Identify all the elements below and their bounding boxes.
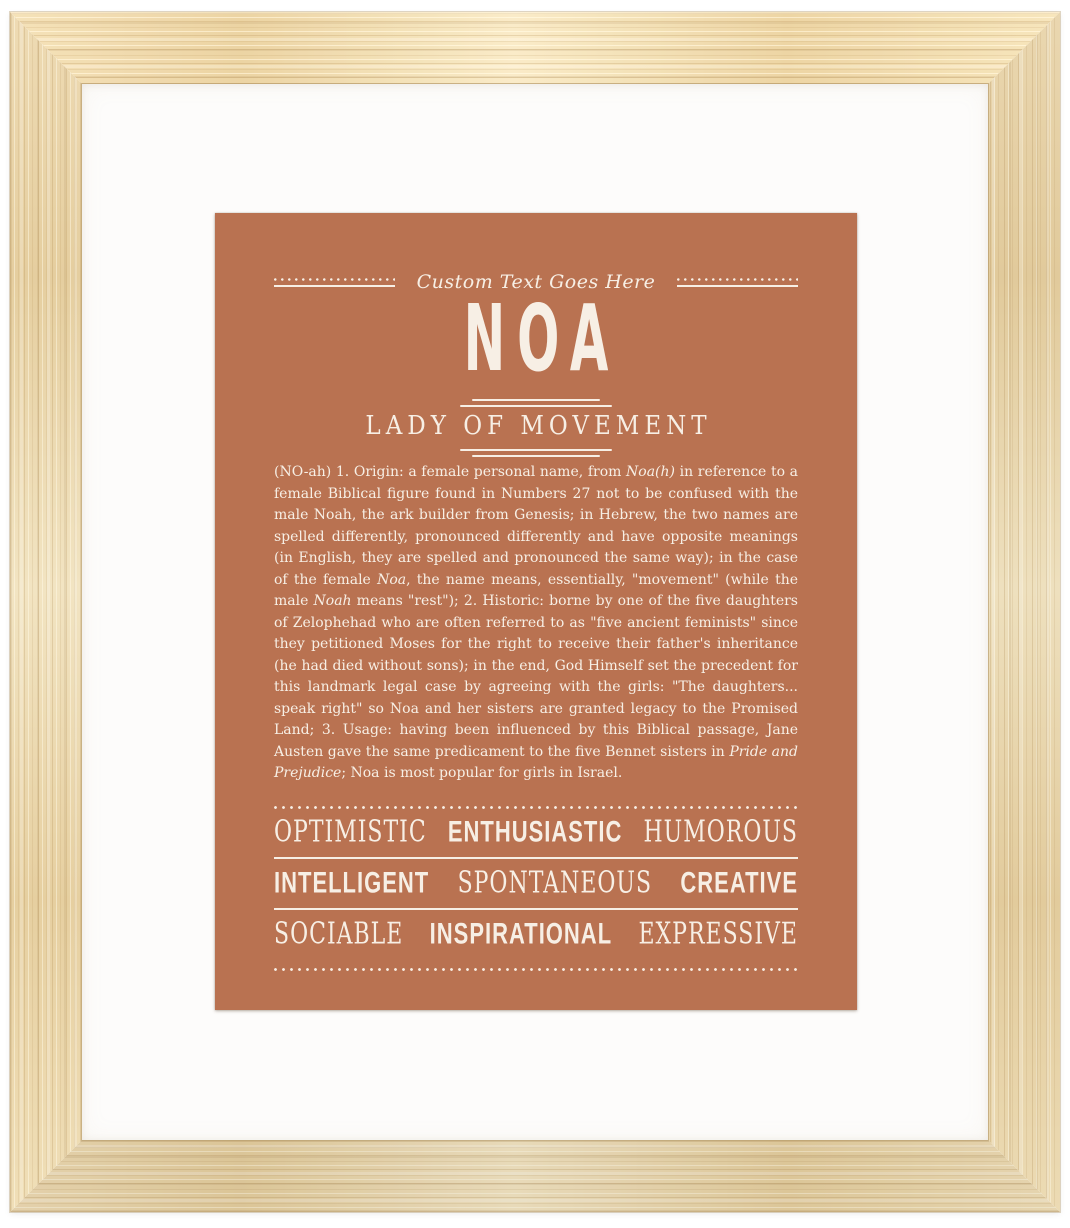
rule-line xyxy=(274,285,395,287)
trait-word: EXPRESSIVE xyxy=(638,917,798,951)
trait-word: OPTIMISTIC xyxy=(274,815,427,849)
dotted-line-icon xyxy=(274,278,395,281)
trait-word: ENTHUSIASTIC xyxy=(447,814,623,849)
trait-row xyxy=(274,916,798,953)
name-art-print xyxy=(215,213,857,1010)
trait-word: SPONTANEOUS xyxy=(457,866,653,900)
trait-row xyxy=(274,814,798,851)
double-rule-top xyxy=(274,399,798,407)
traits-list xyxy=(274,814,798,953)
trait-word: INSPIRATIONAL xyxy=(429,916,613,951)
rule-line xyxy=(677,285,798,287)
trait-word: INTELLIGENT xyxy=(274,865,430,900)
name-title: NOA xyxy=(463,285,621,392)
rule-line xyxy=(460,405,612,407)
trait-row xyxy=(274,865,798,902)
double-rule-bottom xyxy=(274,449,798,457)
trait-word: HUMOROUS xyxy=(643,815,798,849)
left-ornament xyxy=(274,278,395,287)
rule-line xyxy=(472,455,600,457)
rule-line xyxy=(460,449,612,451)
right-ornament xyxy=(677,278,798,287)
trait-word: SOCIABLE xyxy=(274,917,404,951)
trait-divider xyxy=(274,908,798,910)
custom-text: Custom Text Goes Here xyxy=(416,271,656,293)
dotted-divider xyxy=(274,968,798,971)
name-meaning: LADY OF MOVEMENT xyxy=(365,411,712,441)
definition-text: (NO-ah) 1. Origin: a female personal name, from Noa(h) in reference to a female Biblical figure found in Numbers 27 not to be confused with the male Noah, the ark builder from Genesis; in Hebrew, the two names are spelled differently, pronounced differently and have opposite meanings (in English, they are spelled and pronounced the same way); in the case of the female Noa, the name means, essentially, "movement" (while the male Noah means "rest"); 2. Historic: borne by one of the five daughters of Zelophehad who are often referred to as "five ancient feminists" since they petitioned Moses for the right to receive their father's inheritance (he had died without sons); in the end, God Himself set the precedent for this landmark legal case by agreeing with the girls: "The daughters... speak right" so Noa and her sisters are granted legacy to the Promised Land; 3. Usage: having been influenced by this Biblical passage, Jane Austen gave the same predicament to the five Bennet sisters in Pride and Prejudice; Noa is most popular for girls in Israel. xyxy=(274,464,798,781)
trait-divider xyxy=(274,857,798,859)
dotted-divider xyxy=(274,806,798,809)
rule-line xyxy=(472,399,600,401)
trait-word: CREATIVE xyxy=(680,865,798,900)
dotted-line-icon xyxy=(677,278,798,281)
